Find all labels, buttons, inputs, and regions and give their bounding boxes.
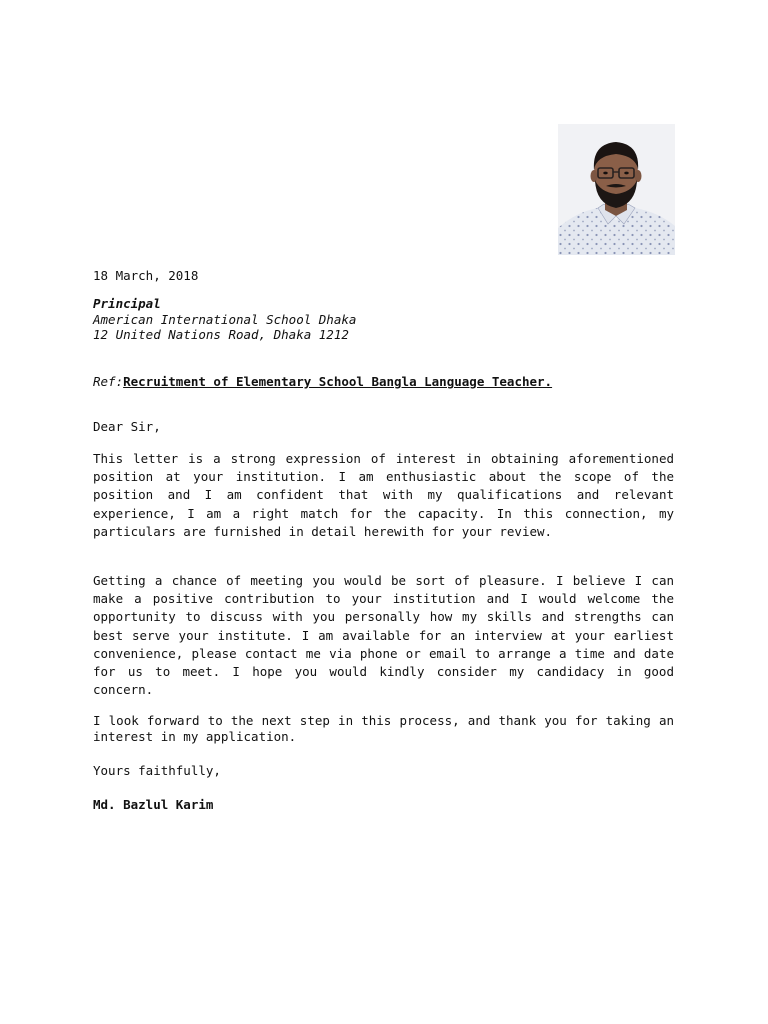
recipient-organization: American International School Dhaka bbox=[93, 311, 357, 327]
closing: Yours faithfully, bbox=[93, 763, 221, 778]
reference-line bbox=[93, 373, 674, 391]
applicant-photo bbox=[558, 124, 675, 255]
letter-date: 18 March, 2018 bbox=[93, 268, 199, 283]
recipient-title: Principal bbox=[93, 296, 161, 311]
reference-label: Ref: bbox=[93, 374, 124, 389]
signature-name: Md. Bazlul Karim bbox=[93, 797, 214, 812]
recipient-address: 12 United Nations Road, Dhaka 1212 bbox=[93, 327, 349, 342]
recipient-block bbox=[93, 296, 674, 343]
reference-subject: Recruitment of Elementary School Bangla Language Teacher. bbox=[123, 374, 553, 389]
body-paragraph-1: This letter is a strong expression of interest in obtaining aforementioned position at your institution. I am enthusiastic about the scope of the position and I am confident that with my qualifications and relevant experience, I am a right match for the capacity. In this connection, my particulars are furnished in detail herewith for your review. bbox=[93, 451, 674, 539]
body-paragraph-2: Getting a chance of meeting you would be sort of pleasure. I believe I can make a positive contribution to your institution and I would welcome the opportunity to discuss with you personally how my skills and strengths can best serve your institute. I am available for an interview at your earliest convenience, please contact me via phone or email to arrange a time and date for us to meet. I hope you would kindly consider my candidacy in good concern. bbox=[93, 573, 674, 698]
salutation: Dear Sir, bbox=[93, 419, 161, 434]
body-paragraph-3: I look forward to the next step in this process, and thank you for taking an interest in my application. bbox=[93, 713, 674, 744]
